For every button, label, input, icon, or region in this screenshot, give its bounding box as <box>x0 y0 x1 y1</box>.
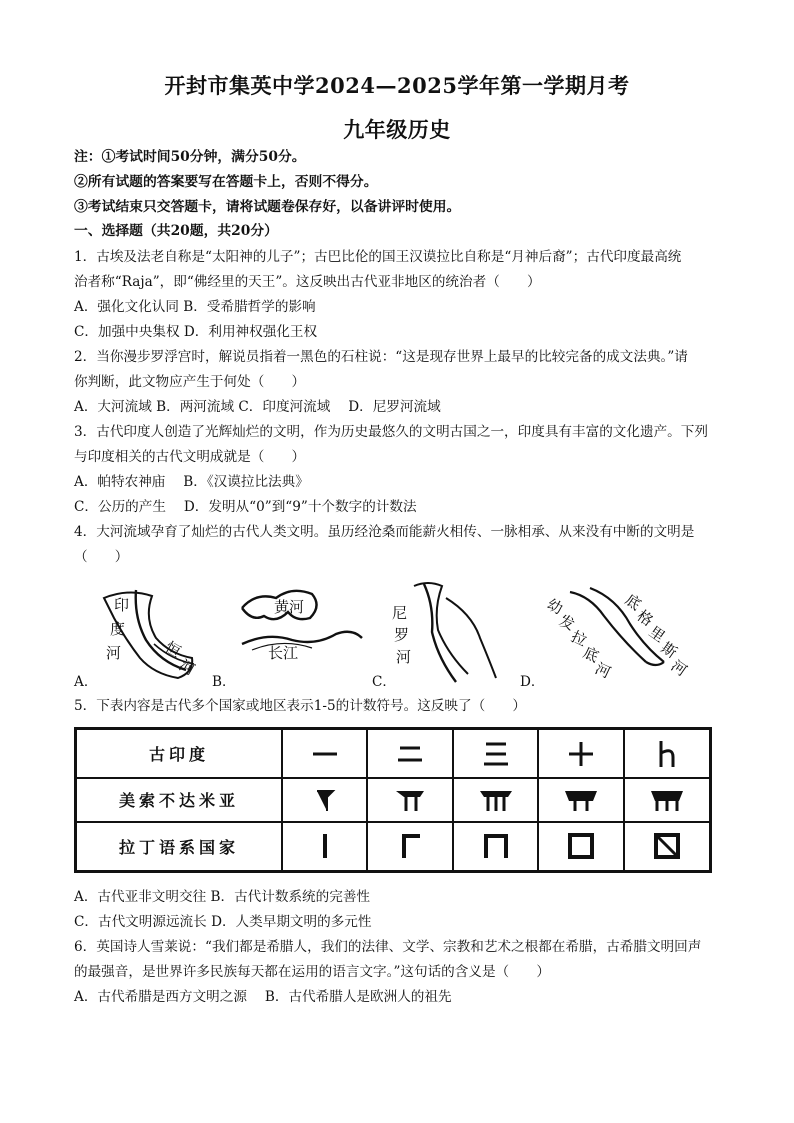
map-b-label: B． <box>212 674 236 690</box>
map-d-char-9: 斯 <box>657 638 681 662</box>
q5-options-ab: A．古代亚非文明交往 B．古代计数系统的完善性 <box>74 889 371 905</box>
map-d-char-1: 幼 <box>544 595 566 618</box>
map-d-char-2: 发 <box>556 611 578 634</box>
map-d-char-10: 河 <box>667 656 690 680</box>
latin-symbol-4 <box>538 822 623 872</box>
meso-symbol-2 <box>367 778 452 821</box>
q3-options-ab: A．帕特农神庙 B．《汉谟拉比法典》 <box>74 474 309 490</box>
table-row <box>76 822 711 872</box>
map-option-d <box>520 578 690 690</box>
map-a-char-4: 恒 <box>162 637 185 661</box>
meso-symbol-1 <box>282 778 367 821</box>
map-d-char-7: 格 <box>633 606 657 630</box>
q4-stem-line1: 4．大河流域孕育了灿烂的古代人类文明。虽历经沧桑而能薪火相传、一脉相承、从来没有中断的文明是 <box>74 524 695 540</box>
exam-title: 开封市集英中学2024—2025学年第一学期月考 <box>164 73 630 98</box>
map-d-char-8: 里 <box>645 622 669 646</box>
map-b-yangtze: 长江 <box>268 644 299 662</box>
india-symbol-3 <box>453 729 538 779</box>
map-c-char-2: 罗 <box>394 626 410 644</box>
map-d-char-4: 底 <box>580 643 602 666</box>
q6-stem-line2: 的最强音，是世界许多民族每天都在运用的语言文字。”这句话的含义是（ ） <box>74 964 550 980</box>
mesopotamia-map <box>520 578 690 690</box>
map-b-yellow-river: 黄河 <box>274 598 305 616</box>
map-c-label: C． <box>372 674 396 690</box>
table-row <box>76 729 711 779</box>
meso-symbol-5 <box>624 778 711 821</box>
row-name-latin: 拉丁语系国家 <box>76 822 283 872</box>
q5-stem: 5．下表内容是古代多个国家或地区表示1-5的计数符号。这反映了（ ） <box>74 698 526 714</box>
table-row <box>76 778 711 821</box>
map-d-label: D． <box>520 674 545 690</box>
q1-options-cd: C．加强中央集权 D．利用神权强化王权 <box>74 324 318 340</box>
q2-stem-line1: 2．当你漫步罗浮宫时，解说员指着一黑色的石柱说：“这是现存世界上最早的比较完备的成文法典。”请 <box>74 349 688 365</box>
india-symbol-5 <box>624 729 711 779</box>
section-heading: 一、选择题（共20题，共20分） <box>74 223 278 239</box>
china-rivers-map <box>212 578 372 690</box>
q5-options-cd: C．古代文明源远流长 D．人类早期文明的多元性 <box>74 914 372 930</box>
map-option-b <box>212 578 372 690</box>
map-c-char-3: 河 <box>396 648 412 666</box>
q1-stem-line2: 治者称“Raja”，即“佛经里的天王”。这反映出古代亚非地区的统治者（ ） <box>74 274 541 290</box>
map-a-char-5: 河 <box>176 655 199 679</box>
map-a-char-3: 河 <box>106 644 122 662</box>
india-symbol-2 <box>367 729 452 779</box>
q2-options: A．大河流域 B．两河流域 C．印度河流域 D．尼罗河流域 <box>74 399 441 415</box>
india-symbol-4 <box>538 729 623 779</box>
map-option-a <box>74 578 224 690</box>
q2-stem-line2: 你判断，此文物应产生于何处（ ） <box>74 374 306 390</box>
row-name-ancient-india: 古印度 <box>76 729 283 779</box>
india-symbol-1 <box>282 729 367 779</box>
q1-stem-line1: 1．古埃及法老自称是“太阳神的儿子”；古巴比伦的国王汉谟拉比自称是“月神后裔”；古代印度最高统 <box>74 249 682 265</box>
note-2: ②所有试题的答案要写在答题卡上，否则不得分。 <box>74 174 378 190</box>
map-d-char-3: 拉 <box>568 627 590 650</box>
meso-symbol-3 <box>453 778 538 821</box>
row-name-mesopotamia: 美索不达米亚 <box>76 778 283 821</box>
map-a-label: A． <box>74 674 98 690</box>
latin-symbol-2 <box>367 822 452 872</box>
q6-options-ab: A．古代希腊是西方文明之源 B．古代希腊人是欧洲人的祖先 <box>74 989 452 1005</box>
q4-map-options <box>74 578 724 690</box>
q4-stem-line2: （ ） <box>74 549 129 565</box>
q1-options-ab: A．强化文化认同 B．受希腊哲学的影响 <box>74 299 316 315</box>
note-1: 注：①考试时间50分钟，满分50分。 <box>74 149 306 165</box>
q3-options-cd: C．公历的产生 D．发明从“0”到“9”十个数字的计数法 <box>74 499 417 515</box>
map-d-char-5: 河 <box>592 659 614 682</box>
latin-symbol-5 <box>624 822 711 872</box>
q3-stem-line1: 3．古代印度人创造了光辉灿烂的文明，作为历史最悠久的文明古国之一，印度具有丰富的文化遗产。下列 <box>74 424 708 440</box>
meso-symbol-4 <box>538 778 623 821</box>
counting-symbols-table <box>74 727 712 873</box>
map-d-char-6: 底 <box>621 590 645 614</box>
map-a-char-2: 度 <box>110 620 126 638</box>
latin-symbol-1 <box>282 822 367 872</box>
exam-subtitle: 九年级历史 <box>343 117 451 142</box>
map-option-c <box>372 578 522 690</box>
latin-symbol-3 <box>453 822 538 872</box>
map-c-char-1: 尼 <box>392 604 408 622</box>
q6-stem-line1: 6．英国诗人雪莱说：“我们都是希腊人，我们的法律、文学、宗教和艺术之根都在希腊，古希腊文明回声 <box>74 939 702 955</box>
note-3: ③考试结束只交答题卡，请将试题卷保存好，以备讲评时使用。 <box>74 199 461 215</box>
map-a-char-1: 印 <box>114 596 130 614</box>
q3-stem-line2: 与印度相关的古代文明成就是（ ） <box>74 449 306 465</box>
